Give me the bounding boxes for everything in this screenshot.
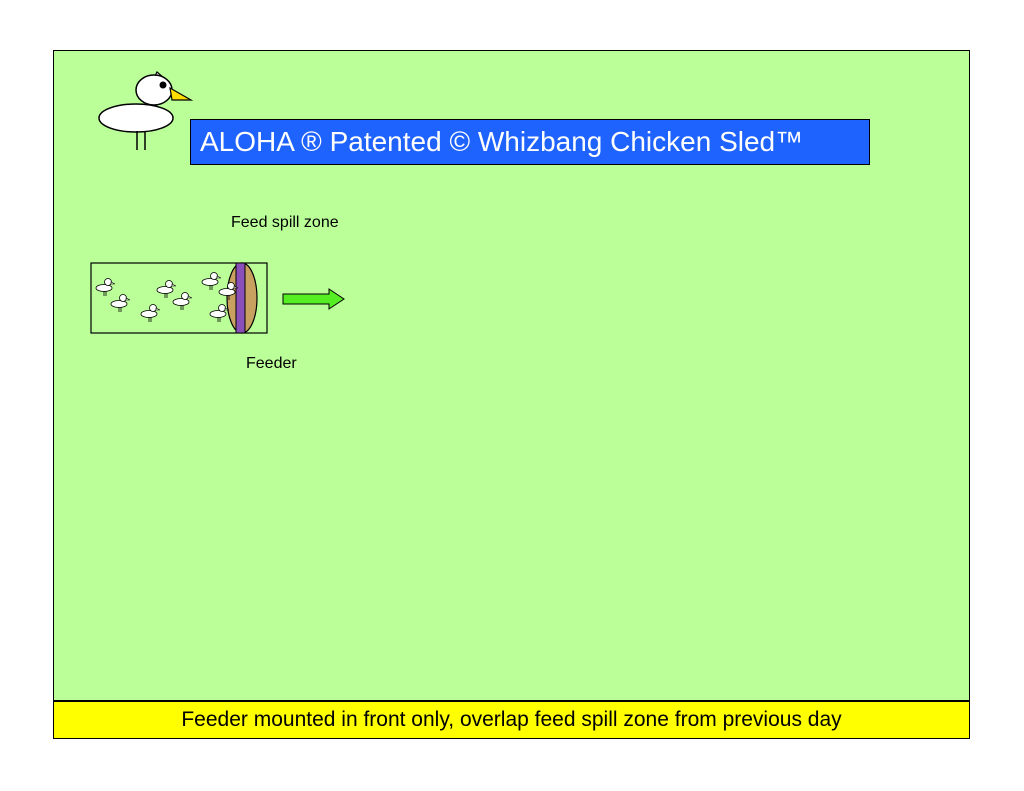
chicken-icon: [202, 273, 221, 291]
arrow-right-icon: [283, 289, 344, 309]
chicken-icon: [157, 281, 176, 299]
chicken-icon: [210, 305, 229, 323]
caption-bar: Feeder mounted in front only, overlap feed spill zone from previous day: [53, 701, 970, 739]
feeder-label: Feeder: [246, 355, 297, 372]
chicken-icon: [96, 279, 115, 297]
chicken-flock: [96, 273, 238, 323]
feed-spill-zone-label: Feed spill zone: [231, 214, 339, 231]
chicken-logo-icon: [99, 72, 191, 150]
chicken-icon: [111, 295, 130, 313]
chicken-icon: [173, 293, 192, 311]
page-title: ALOHA ® Patented © Whizbang Chicken Sled™: [190, 119, 870, 165]
chicken-icon: [141, 305, 160, 323]
feeder-bar: [236, 263, 245, 333]
